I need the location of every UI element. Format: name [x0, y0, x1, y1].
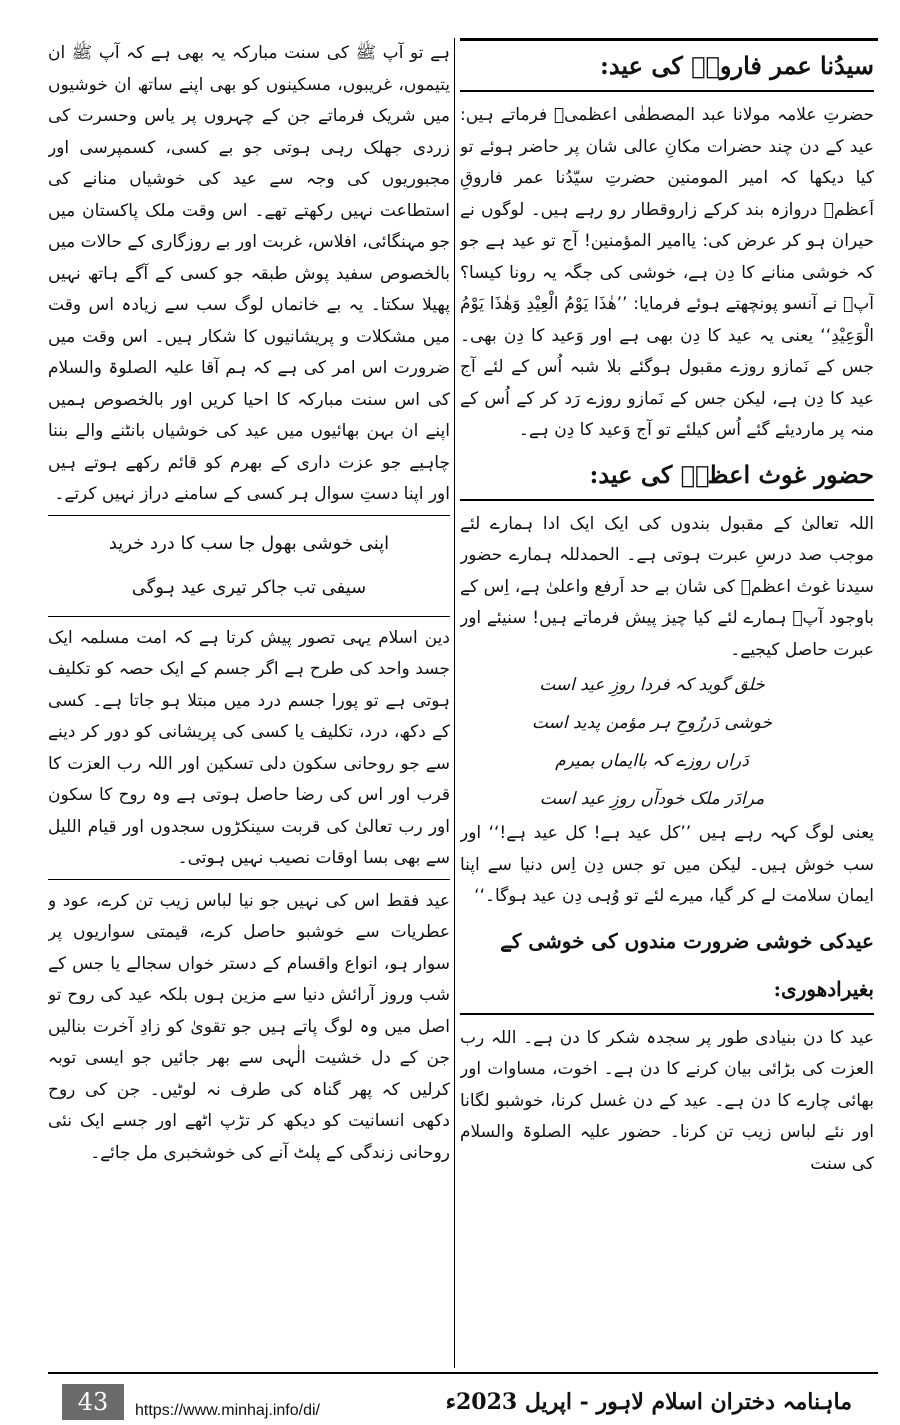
- poem-line: اپنی خوشی بھول جا سب کا درد خرید: [108, 532, 390, 554]
- paragraph-ghaus-azam: اللہ تعالیٰ کے مقبول بندوں کی ایک ایک ادا ہمارے لئے موجب صد درسِ عبرت ہوتی ہے۔ الحمدللہ ہمارے حضور سیدنا غوث اعظمؒ کی شان بے حد اَرفع واعلیٰ ہے، اِس کے باوجود آپؒ ہمارے لئے کیا چیز پیش فرماتے ہیں! سنیئے اور عبرت حاصل کیجیے۔: [460, 513, 874, 660]
- left-column: [48, 38, 450, 1368]
- page-number: 43: [62, 1384, 124, 1420]
- paragraph-eid-gratitude: عید کا دن بنیادی طور پر سجدہ شکر کا دن ہے۔ اللہ رب العزت کی بڑائی بیان کرنے کا دن ہے۔ اخوت، مساوات اور بھائی چارے کا دن ہے۔ عید کے دن غسل کرنا، خوشبو لگانا اور نئے لباس زیب تن کرنا۔ حضور علیہ الصلوۃ والسلام کی سنت: [460, 1027, 874, 1174]
- section-separator: [48, 616, 450, 617]
- magazine-title: ماہنامہ دختران اسلام لاہور - اپریل 2023ء: [445, 1389, 852, 1415]
- footer-rule: [48, 1372, 878, 1374]
- paragraph-true-eid: عید فقط اس کی نہیں جو نیا لباس زیب تن کرے، عود و عطریات سے خوشبو حاصل کرے، قیمتی سواریوں پر سوار ہو، انواع واقسام کے دستر خواں سجالے یا جس کے شب وروز آرائش دنیا سے مزین ہوں بلکہ عید کی روح تو اصل میں وہ لوگ پاتے ہیں جو تقویٰ کو زادِ آخرت بنالیں جن کے دل خشیت الٰہی سے بھر جائیں جو ایسی توبہ کرلیں کہ پھر گناہ کی طرف نہ لوٹیں۔ جن کی روح دکھی انسانیت کو دیکھ کر تڑپ اٹھے اور جسے ایک نئی روحانی زندگی کے پلٹ آنے کی خوشخبری مل جائے۔: [48, 890, 450, 1163]
- poem-line: مرادَر ملک خودآں روزِ عید است: [539, 789, 765, 809]
- paragraph-umar-farooq: حضرتِ علامہ مولانا عبد المصطفٰی اعظمیؒ فرماتے ہیں: عید کے دن چند حضرات مکانِ عالی شان پر حاضر ہوئے تو کیا دیکھا کہ امیر المومنین حضرتِ سیّدُنا عمر فاروقِ اَعظمؓ دروازہ بند کرکے زاروقطار رو رہے ہیں۔ لوگوں نے حیران ہو کر عرض کی: یاامیر المؤمنین! آج تو عید ہے جو کہ خوشی منانے کا دِن ہے، خوشی کی جگہ یہ رونا کیسا؟ آپؓ نے آنسو پونچھتے ہوئے فرمایا: ’’ھٰذَا یَوْمُ الْعِیْدِ وَھٰذَا یَوْمُ الْوَعِیْدِ‘‘ یعنی یہ عید کا دِن بھی ہے اور وَعید کا دِن بھی۔ جس کے نَمازو روزے مقبول ہوگئے بلا شبہ اُس کے لئے آج عید کا دِن ہے، لیکن جس کے نَمازو روزے رَد کر کے اُس کے منہ پر ماردیئے گئے اُس کیلئے تو آج وَعید کا دِن ہے۔: [460, 105, 874, 440]
- heading-needy-eid: عیدکی خوشی ضرورت مندوں کی خوشی کے بغیرادھوری:: [460, 917, 874, 1015]
- section-separator: [48, 515, 450, 516]
- poem-line: سیفی تب جاکر تیری عید ہوگی: [131, 576, 367, 598]
- right-column: [460, 38, 874, 1363]
- poem-line: خوشی دَررُوحِ ہر مؤمن پدید است: [531, 713, 773, 733]
- paragraph-poem-meaning: یعنی لوگ کہہ رہے ہیں ’’کل عید ہے! کل عید ہے!‘‘ اور سب خوش ہیں۔ لیکن میں تو جس دِن اِس دنیا سے اپنا ایمان سلامت لے کر گیا، میرے لئے تو وُہی دِن عید ہوگا۔‘‘: [460, 823, 874, 906]
- paragraph-ummah-body: دین اسلام یہی تصور پیش کرتا ہے کہ امت مسلمہ ایک جسد واحد کی طرح ہے اگر جسم کے ایک حصہ کو تکلیف ہوتی ہے تو پورا جسم درد میں مبتلا ہو جاتا ہے۔ کسی کے دکھ، درد، تکلیف یا کسی کی پریشانی کو دور کر دینے سے جو روحانی سکون دلی تسکین اور اللہ رب العزت کا قرب اور اس کی رضا حاصل ہوتی ہے وہ روح کا سکون اور رب تعالیٰ کی قربت سینکڑوں سجدوں اور قیام اللیل سے بھی بسا اوقات نصیب نہیں ہوتی۔: [48, 627, 450, 868]
- poem-line: دَراں روزے کہ باایماں بمیرم: [555, 751, 749, 771]
- heading-ghaus-azam-eid: حضور غوث اعظمؒ کی عید:: [460, 451, 874, 501]
- column-divider: [454, 38, 455, 1368]
- persian-poem: [460, 666, 874, 818]
- paragraph-sunnah-orphans: ہے تو آپ ﷺ کی سنت مبارکہ یہ بھی ہے کہ آپ ﷺ ان یتیموں، غریبوں، مسکینوں کو بھی اپنے ساتھ ان خوشیوں میں شریک فرماتے جن کے چہروں پر یاس وحسرت کی زردی جھلک رہی ہوتی جو بے کسی، کسمپرسی اور مجبوریوں کی وجہ سے عید کی خوشیاں منانے کی استطاعت نہیں رکھتے تھے۔ اس وقت ملک پاکستان میں جو مہنگائی، افلاس، غربت اور بے روزگاری کے حالات میں بالخصوص سفید پوش طبقہ جو کسی کے آگے ہاتھ نہیں پھیلا سکتا۔ یہ بے خانماں لوگ سب سے زیادہ اس وقت میں مشکلات و پریشانیوں کا شکار ہیں۔ اس وقت میں ضرورت اس امر کی ہے کہ ہم آقا علیہ الصلوۃ والسلام کی اس سنت مبارکہ کا احیا کریں اور بالخصوص ہمیں اپنے ان بہن بھائیوں میں عید کی خوشیاں بانٹنے والے بننا چاہیے جو عزت داری کے بھرم کو قائم رکھے ہوتے ہیں اور اپنا دستِ سوال ہر کسی کے سامنے دراز نہیں کرتے۔: [48, 43, 450, 504]
- section-separator: [48, 879, 450, 880]
- poem-line: خلق گوید کہ فردا روزِ عید است: [539, 675, 765, 695]
- urdu-couplet: [48, 522, 450, 610]
- heading-umar-farooq-eid: سیدُنا عمر فاروقؓ کی عید:: [460, 42, 874, 92]
- source-url[interactable]: https://www.minhaj.info/di/: [135, 1402, 320, 1419]
